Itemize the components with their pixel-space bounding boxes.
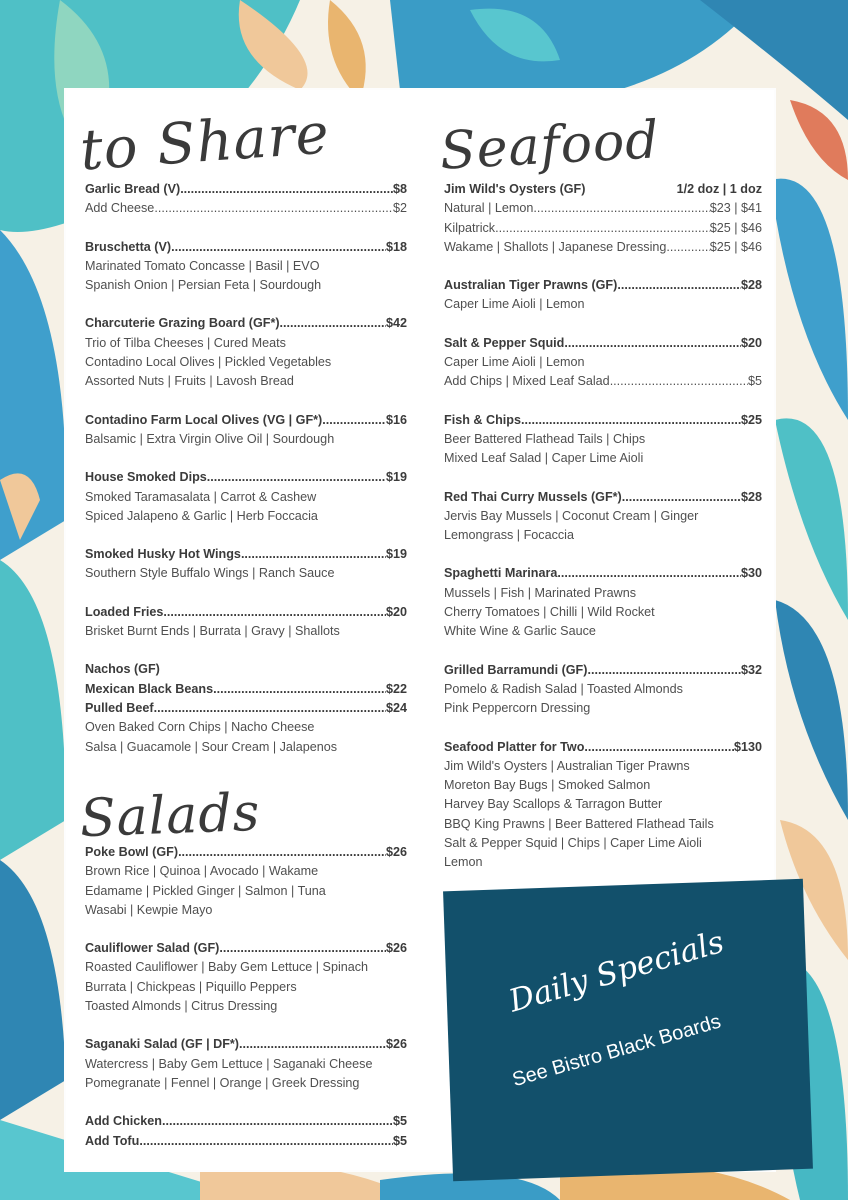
daily-specials-title: Daily Specials <box>505 923 728 1020</box>
salad-addons: Add Chicken ..... $5 Add Tofu ..... $5 <box>85 1112 407 1151</box>
menu-item-tiger-prawns: Australian Tiger Prawns (GF) ..... $28 Caper Lime Aioli | Lemon <box>444 276 762 315</box>
menu-item-seafood-platter: Seafood Platter for Two ..... $130 Jim Wild's Oysters | Australian Tiger Prawns Moreton Bay Bugs | Smoked Salmon Harvey Bay Scallops & Tarragon Butter BBQ King Prawns | Beer Battered Flathead Tails Salt & Pepper Squid | Chips | Caper Lime Aioli Lemon <box>444 738 762 873</box>
menu-item-oysters: Jim Wild's Oysters (GF) 1/2 doz | 1 doz Natural | Lemon ..... $23 | $41 Kilpatrick ..... $25 | $46 Wakame | Shallots | Japanese Dressing ..... $25 | $46 <box>444 180 762 257</box>
menu-item-cauliflower-salad: Cauliflower Salad (GF) ..... $26 Roasted Cauliflower | Baby Gem Lettuce | Spinach Burrata | Chickpeas | Piquillo Peppers Toasted Almonds | Citrus Dressing <box>85 939 407 1016</box>
salads-heading: Salads <box>79 782 262 850</box>
salads-column <box>85 843 407 1170</box>
menu-item-poke-bowl: Poke Bowl (GF) ..... $26 Brown Rice | Quinoa | Avocado | Wakame Edamame | Pickled Ginger | Salmon | Tuna Wasabi | Kewpie Mayo <box>85 843 407 920</box>
menu-item-garlic-bread: Garlic Bread (V) ..... $8 Add Cheese ..... $2 <box>85 180 407 219</box>
seafood-heading: Seafood <box>438 110 661 182</box>
menu-item-bruschetta: Bruschetta (V) ..... $18 Marinated Tomato Concasse | Basil | EVO Spanish Onion | Persian Feta | Sourdough <box>85 238 407 296</box>
menu-item-saganaki-salad: Saganaki Salad (GF | DF*) ..... $26 Watercress | Baby Gem Lettuce | Saganaki Cheese Pomegranate | Fennel | Orange | Greek Dressing <box>85 1035 407 1093</box>
to-share-heading: to Share <box>78 101 332 184</box>
menu-item-curry-mussels: Red Thai Curry Mussels (GF*) ..... $28 Jervis Bay Mussels | Coconut Cream | Ginger Lemongrass | Focaccia <box>444 488 762 546</box>
seafood-column <box>444 180 762 892</box>
menu-item-spaghetti-marinara: Spaghetti Marinara ..... $30 Mussels | Fish | Marinated Prawns Cherry Tomatoes | Chilli | Wild Rocket White Wine & Garlic Sauce <box>444 564 762 641</box>
menu-item-olives: Contadino Farm Local Olives (VG | GF*) ..... $16 Balsamic | Extra Virgin Olive Oil | Sourdough <box>85 411 407 450</box>
menu-item-fish-chips: Fish & Chips ..... $25 Beer Battered Flathead Tails | Chips Mixed Leaf Salad | Caper Lime Aioli <box>444 411 762 469</box>
daily-specials-subtitle: See Bistro Black Boards <box>510 1010 724 1092</box>
menu-item-salt-pepper-squid: Salt & Pepper Squid ..... $20 Caper Lime Aioli | Lemon Add Chips | Mixed Leaf Salad ..... $5 <box>444 334 762 392</box>
menu-item-nachos: Nachos (GF) Mexican Black Beans ..... $22 Pulled Beef ..... $24 Oven Baked Corn Chips | Nacho Cheese Salsa | Guacamole | Sour Cream | Jalapenos <box>85 660 407 756</box>
left-column <box>85 180 407 776</box>
daily-specials-panel <box>443 879 813 1181</box>
menu-item-smoked-dips: House Smoked Dips ..... $19 Smoked Taramasalata | Carrot & Cashew Spiced Jalapeno & Garlic | Herb Foccacia <box>85 468 407 526</box>
menu-item-barramundi: Grilled Barramundi (GF) ..... $32 Pomelo & Radish Salad | Toasted Almonds Pink Peppercorn Dressing <box>444 661 762 719</box>
menu-item-charcuterie: Charcuterie Grazing Board (GF*) ..... $42 Trio of Tilba Cheeses | Cured Meats Contadino Local Olives | Pickled Vegetables Assorted Nuts | Fruits | Lavosh Bread <box>85 314 407 391</box>
menu-item-hot-wings: Smoked Husky Hot Wings ..... $19 Southern Style Buffalo Wings | Ranch Sauce <box>85 545 407 584</box>
menu-item-loaded-fries: Loaded Fries ..... $20 Brisket Burnt Ends | Burrata | Gravy | Shallots <box>85 603 407 642</box>
